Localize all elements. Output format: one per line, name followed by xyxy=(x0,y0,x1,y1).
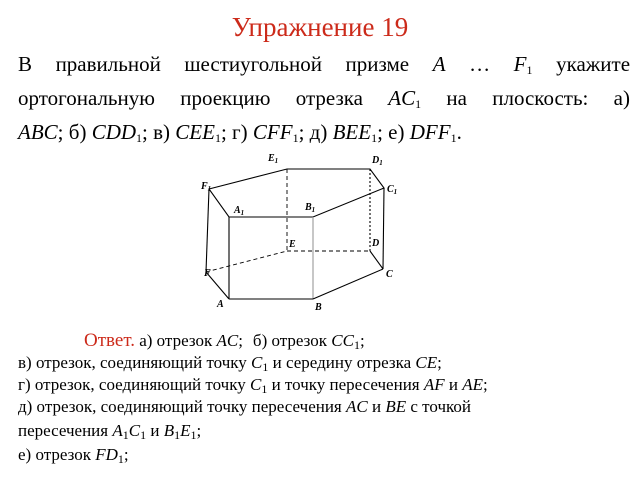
answer-d-continued: пересечения $A_1C_1$ и $B_1E_1$; xyxy=(18,421,202,442)
answer-label: Ответ. xyxy=(84,330,135,351)
label-F: F xyxy=(204,268,211,279)
page-title: Упражнение 19 xyxy=(231,12,409,42)
label-D: D xyxy=(372,238,380,249)
label-A: A xyxy=(217,299,224,310)
edge-FF1 xyxy=(206,189,209,272)
label-B: B xyxy=(315,302,322,313)
edge-FE xyxy=(206,251,287,272)
answer-e: е) отрезок $FD_1$; xyxy=(18,445,129,466)
answer-a: а) отрезок AC; xyxy=(134,331,243,350)
edge-BC xyxy=(313,269,383,299)
label-C: C xyxy=(386,269,393,280)
label-E: E xyxy=(289,239,296,250)
answer-g: г) отрезок, соединяющий точку $C_1$ и точку пересечения AF и AE; xyxy=(18,375,488,396)
problem-line-3: ABC; б) $CDD_1$; в) $CEE_1$; г) $CFF_1$; д) $BEE_1$; е) $DFF_1$. xyxy=(18,120,462,145)
hexagonal-prism-figure xyxy=(196,148,406,320)
label-F1: $F_1$ xyxy=(201,181,212,193)
edge-CC1 xyxy=(383,188,384,269)
problem-statement xyxy=(18,47,630,149)
answer-block xyxy=(18,330,633,466)
visible-edges xyxy=(206,169,384,299)
hidden-edges xyxy=(206,169,370,272)
label-E1: $E_1$ xyxy=(268,153,279,165)
answer-d: д) отрезок, соединяющий точку пересечения AC и BE с точкой xyxy=(18,397,471,416)
edge-CD xyxy=(370,251,383,269)
answer-b: б) отрезок $CC_1$; xyxy=(252,331,365,352)
answer-v: в) отрезок, соединяющий точку $C_1$ и середину отрезка CE; xyxy=(18,353,442,374)
label-B1: $B_1$ xyxy=(305,202,316,214)
answer-row-ab xyxy=(18,330,633,352)
label-A1: $A_1$ xyxy=(234,205,245,217)
problem-line-2: ортогональную проекцию отрезка $AC_1$ на плоскость: а) xyxy=(18,86,630,111)
label-D1: $D_1$ xyxy=(372,155,383,167)
problem-line-1: В правильной шестиугольной призме A … $F_1$ укажите xyxy=(18,52,631,77)
label-C1: $C_1$ xyxy=(387,184,398,196)
